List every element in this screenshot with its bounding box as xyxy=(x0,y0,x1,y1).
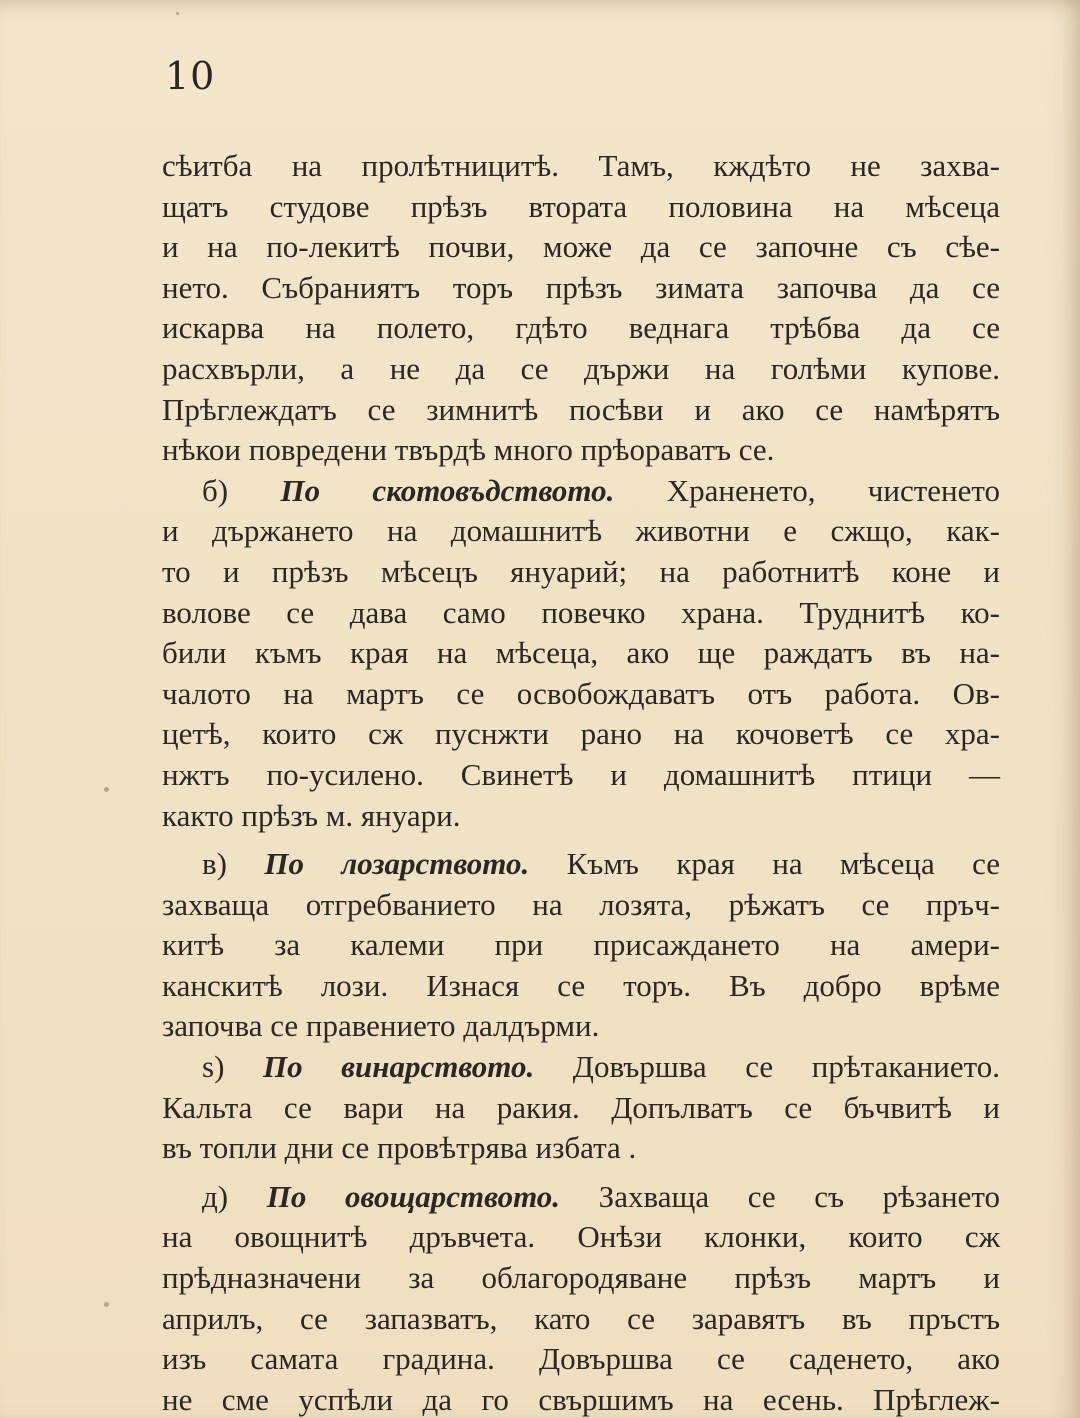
text-line: били къмъ края на мѣсеца, ако ще раждатъ въ на- xyxy=(162,635,1000,671)
text-line: искарва на полето, гдѣто веднага трѣбва да се xyxy=(162,310,1000,346)
text-line: щатъ студове прѣзъ втората половина на мѣсеца xyxy=(162,188,1000,224)
text-line: априлъ, се запазватъ, като се заравятъ въ пръстъ xyxy=(162,1300,1000,1336)
section-marker: д) xyxy=(202,1178,229,1214)
section-marker: в) xyxy=(202,846,227,882)
text-line: волове се дава само повечко храна. Труднитѣ ко- xyxy=(162,594,1000,630)
paper-spot xyxy=(104,1302,109,1307)
text-line: както прѣзъ м. януари. xyxy=(162,797,461,833)
text-line: Прѣглеждатъ се зимнитѣ посѣви и ако се намѣрятъ xyxy=(162,391,1000,427)
section-title: По овощарството. xyxy=(266,1178,561,1214)
section-marker: б) xyxy=(202,472,229,508)
section-lead-text: Къмъ края на мѣсеца се xyxy=(566,846,1001,882)
page-text xyxy=(162,146,1000,1418)
text-line: захваща отгребванието на лозята, рѣжатъ се пръч- xyxy=(162,886,1000,922)
text-line: започва се правението далдърми. xyxy=(162,1008,600,1044)
text-line: расхвърли, а не да се държи на голѣми купове. xyxy=(162,350,1000,386)
section-title: По лозарството. xyxy=(264,846,530,882)
text-line: нжтъ по-усилено. Свинетѣ и домашнитѣ птици — xyxy=(162,756,1000,792)
text-line: сѣитба на пролѣтницитѣ. Тамъ, кждѣто не захва- xyxy=(162,148,1000,183)
section-marker: s) xyxy=(202,1049,225,1085)
text-line: и държането на домашнитѣ животни е сжщо, как- xyxy=(162,513,1000,549)
text-line: то и прѣзъ мѣсецъ януарий; на работнитѣ коне и xyxy=(162,553,1000,589)
text-line: въ топли дни се провѣтрява избата . xyxy=(162,1130,637,1166)
section-title: По скотовъдството. xyxy=(280,472,615,508)
text-line: нето. Събраниятъ торъ прѣзъ зимата започва да се xyxy=(162,269,1000,305)
text-line: Кальта се вари на ракия. Допълватъ се бъчвитѣ и xyxy=(162,1089,1000,1125)
text-line: изъ самата градина. Довършва се саденето, ако xyxy=(162,1341,1000,1377)
page-number: 10 xyxy=(165,54,216,98)
paper-spot xyxy=(104,787,109,792)
section-lead-text: Храненето, чистенето xyxy=(666,472,1001,508)
section-heading-line xyxy=(162,844,1000,885)
section-heading-line xyxy=(162,471,1000,512)
text-line: нѣкои повредени твърдѣ много прѣораватъ се. xyxy=(162,432,775,468)
text-line: канскитѣ лози. Изнася се торъ. Въ добро врѣме xyxy=(162,967,1000,1003)
text-line: чалото на мартъ се освобождаватъ отъ работа. Ов- xyxy=(162,675,1000,711)
section-title: По винарството. xyxy=(262,1049,535,1085)
text-line: и на по-лекитѣ почви, може да се започне съ сѣе- xyxy=(162,229,1000,265)
section-heading-line xyxy=(162,1177,1000,1218)
section-lead-text: Довършва се прѣтаканието. xyxy=(572,1049,1001,1085)
text-line: китѣ за калеми при присаждането на амери- xyxy=(162,927,1000,963)
text-line: не сме успѣли да го свършимъ на есень. Прѣглеж- xyxy=(162,1381,1000,1417)
text-line: цетѣ, които сж пуснжти рано на кочоветѣ се хра- xyxy=(162,716,1000,752)
section-heading-line xyxy=(162,1047,1000,1088)
section-lead-text: Захваща се съ рѣзането xyxy=(598,1178,1000,1214)
text-line: прѣдназначени за облагородяване прѣзъ мартъ и xyxy=(162,1260,1000,1296)
text-line: на овощнитѣ дръвчета. Онѣзи клонки, които сж xyxy=(162,1219,1000,1255)
paper-spot xyxy=(176,12,179,15)
